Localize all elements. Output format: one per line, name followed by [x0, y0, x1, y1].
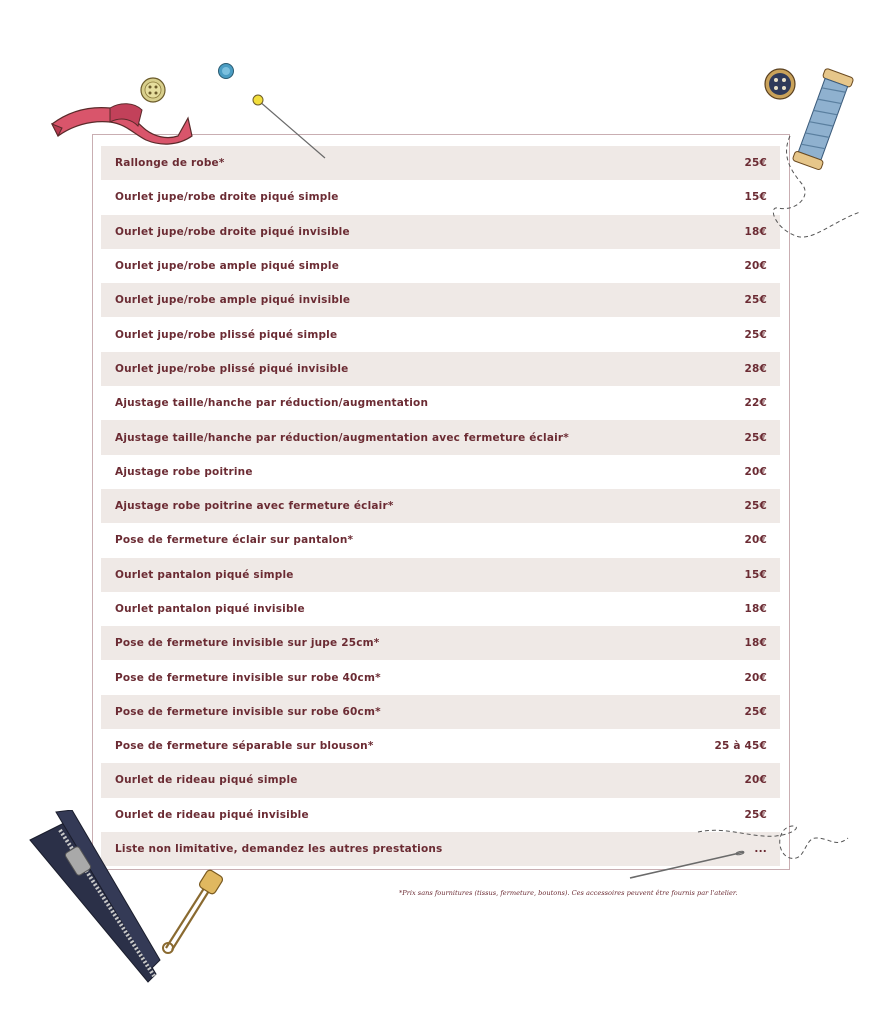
service-label: Pose de fermeture éclair sur pantalon*	[115, 534, 354, 547]
button-icon	[139, 76, 167, 104]
footnote: *Prix sans fournitures (tissus, fermeture, boutons). Ces accessoires peuvent être fournis par l'atelier.	[399, 889, 738, 897]
service-label: Ourlet pantalon piqué simple	[115, 568, 294, 581]
price-row	[101, 386, 780, 420]
price-row	[101, 523, 780, 557]
service-label: Ourlet de rideau piqué simple	[115, 774, 298, 787]
zipper-icon	[26, 810, 166, 986]
price-row	[101, 215, 780, 249]
service-price: ...	[754, 843, 767, 856]
service-price: 18€	[744, 603, 767, 615]
price-row	[101, 352, 780, 386]
price-row	[101, 146, 780, 180]
service-price: 20€	[744, 774, 767, 787]
service-label: Ourlet jupe/robe plissé piqué invisible	[115, 362, 349, 375]
service-price: 20€	[744, 671, 767, 684]
service-label: Ajustage taille/hanche par réduction/augmentation avec fermeture éclair*	[115, 431, 570, 444]
pin-icon	[250, 92, 330, 162]
service-price: 25€	[744, 328, 767, 341]
price-row	[101, 592, 780, 626]
needle-icon	[626, 824, 852, 884]
service-label: Ajustage robe poitrine avec fermeture éclair*	[115, 500, 394, 513]
thread-spool-icon	[772, 62, 876, 262]
service-price: 20€	[744, 534, 767, 547]
service-label: Pose de fermeture invisible sur robe 60cm*	[115, 705, 381, 718]
service-price: 25€	[744, 431, 767, 444]
service-label: Ourlet jupe/robe droite piqué simple	[115, 191, 339, 204]
service-label: Ajustage taille/hanche par réduction/augmentation	[115, 397, 429, 410]
ribbon-icon	[48, 96, 194, 148]
price-row	[101, 695, 780, 729]
service-label: Pose de fermeture séparable sur blouson*	[115, 740, 374, 753]
service-label: Ourlet jupe/robe droite piqué invisible	[115, 225, 350, 238]
service-label: Ourlet jupe/robe ample piqué simple	[115, 260, 340, 273]
service-label: Ourlet jupe/robe plissé piqué simple	[115, 328, 338, 341]
service-label: Pose de fermeture invisible sur robe 40cm*	[115, 671, 381, 684]
price-row	[101, 763, 780, 797]
service-label: Ourlet jupe/robe ample piqué invisible	[115, 294, 351, 307]
price-row	[101, 558, 780, 592]
service-price: 20€	[744, 260, 767, 273]
service-label: Ajustage robe poitrine	[115, 465, 253, 478]
button-icon	[217, 62, 235, 80]
service-label: Ourlet pantalon piqué invisible	[115, 603, 305, 615]
price-row	[101, 729, 780, 763]
price-row	[101, 626, 780, 660]
service-price: 25 à 45€	[714, 740, 767, 753]
service-label: Pose de fermeture invisible sur jupe 25cm*	[115, 637, 380, 650]
service-price: 20€	[744, 465, 767, 478]
service-price: 18€	[744, 637, 767, 650]
service-label: Ourlet de rideau piqué invisible	[115, 808, 309, 821]
service-label: Rallonge de robe*	[115, 157, 225, 170]
service-price: 28€	[744, 362, 767, 375]
service-price: 25€	[744, 808, 767, 821]
service-price: 25€	[744, 294, 767, 307]
price-row	[101, 283, 780, 317]
price-row	[101, 660, 780, 694]
service-price: 18€	[744, 225, 767, 238]
price-row	[101, 317, 780, 351]
safety-pin-icon	[158, 868, 224, 954]
price-row	[101, 180, 780, 214]
service-price: 25€	[744, 705, 767, 718]
service-price: 22€	[744, 397, 767, 410]
price-list	[101, 146, 780, 866]
service-price: 15€	[744, 191, 767, 204]
service-price: 25€	[744, 157, 767, 170]
price-row	[101, 455, 780, 489]
price-row	[101, 489, 780, 523]
price-row	[101, 420, 780, 454]
service-price: 15€	[744, 568, 767, 581]
price-row	[101, 249, 780, 283]
service-price: 25€	[744, 500, 767, 513]
service-label: Liste non limitative, demandez les autres prestations	[115, 843, 443, 856]
